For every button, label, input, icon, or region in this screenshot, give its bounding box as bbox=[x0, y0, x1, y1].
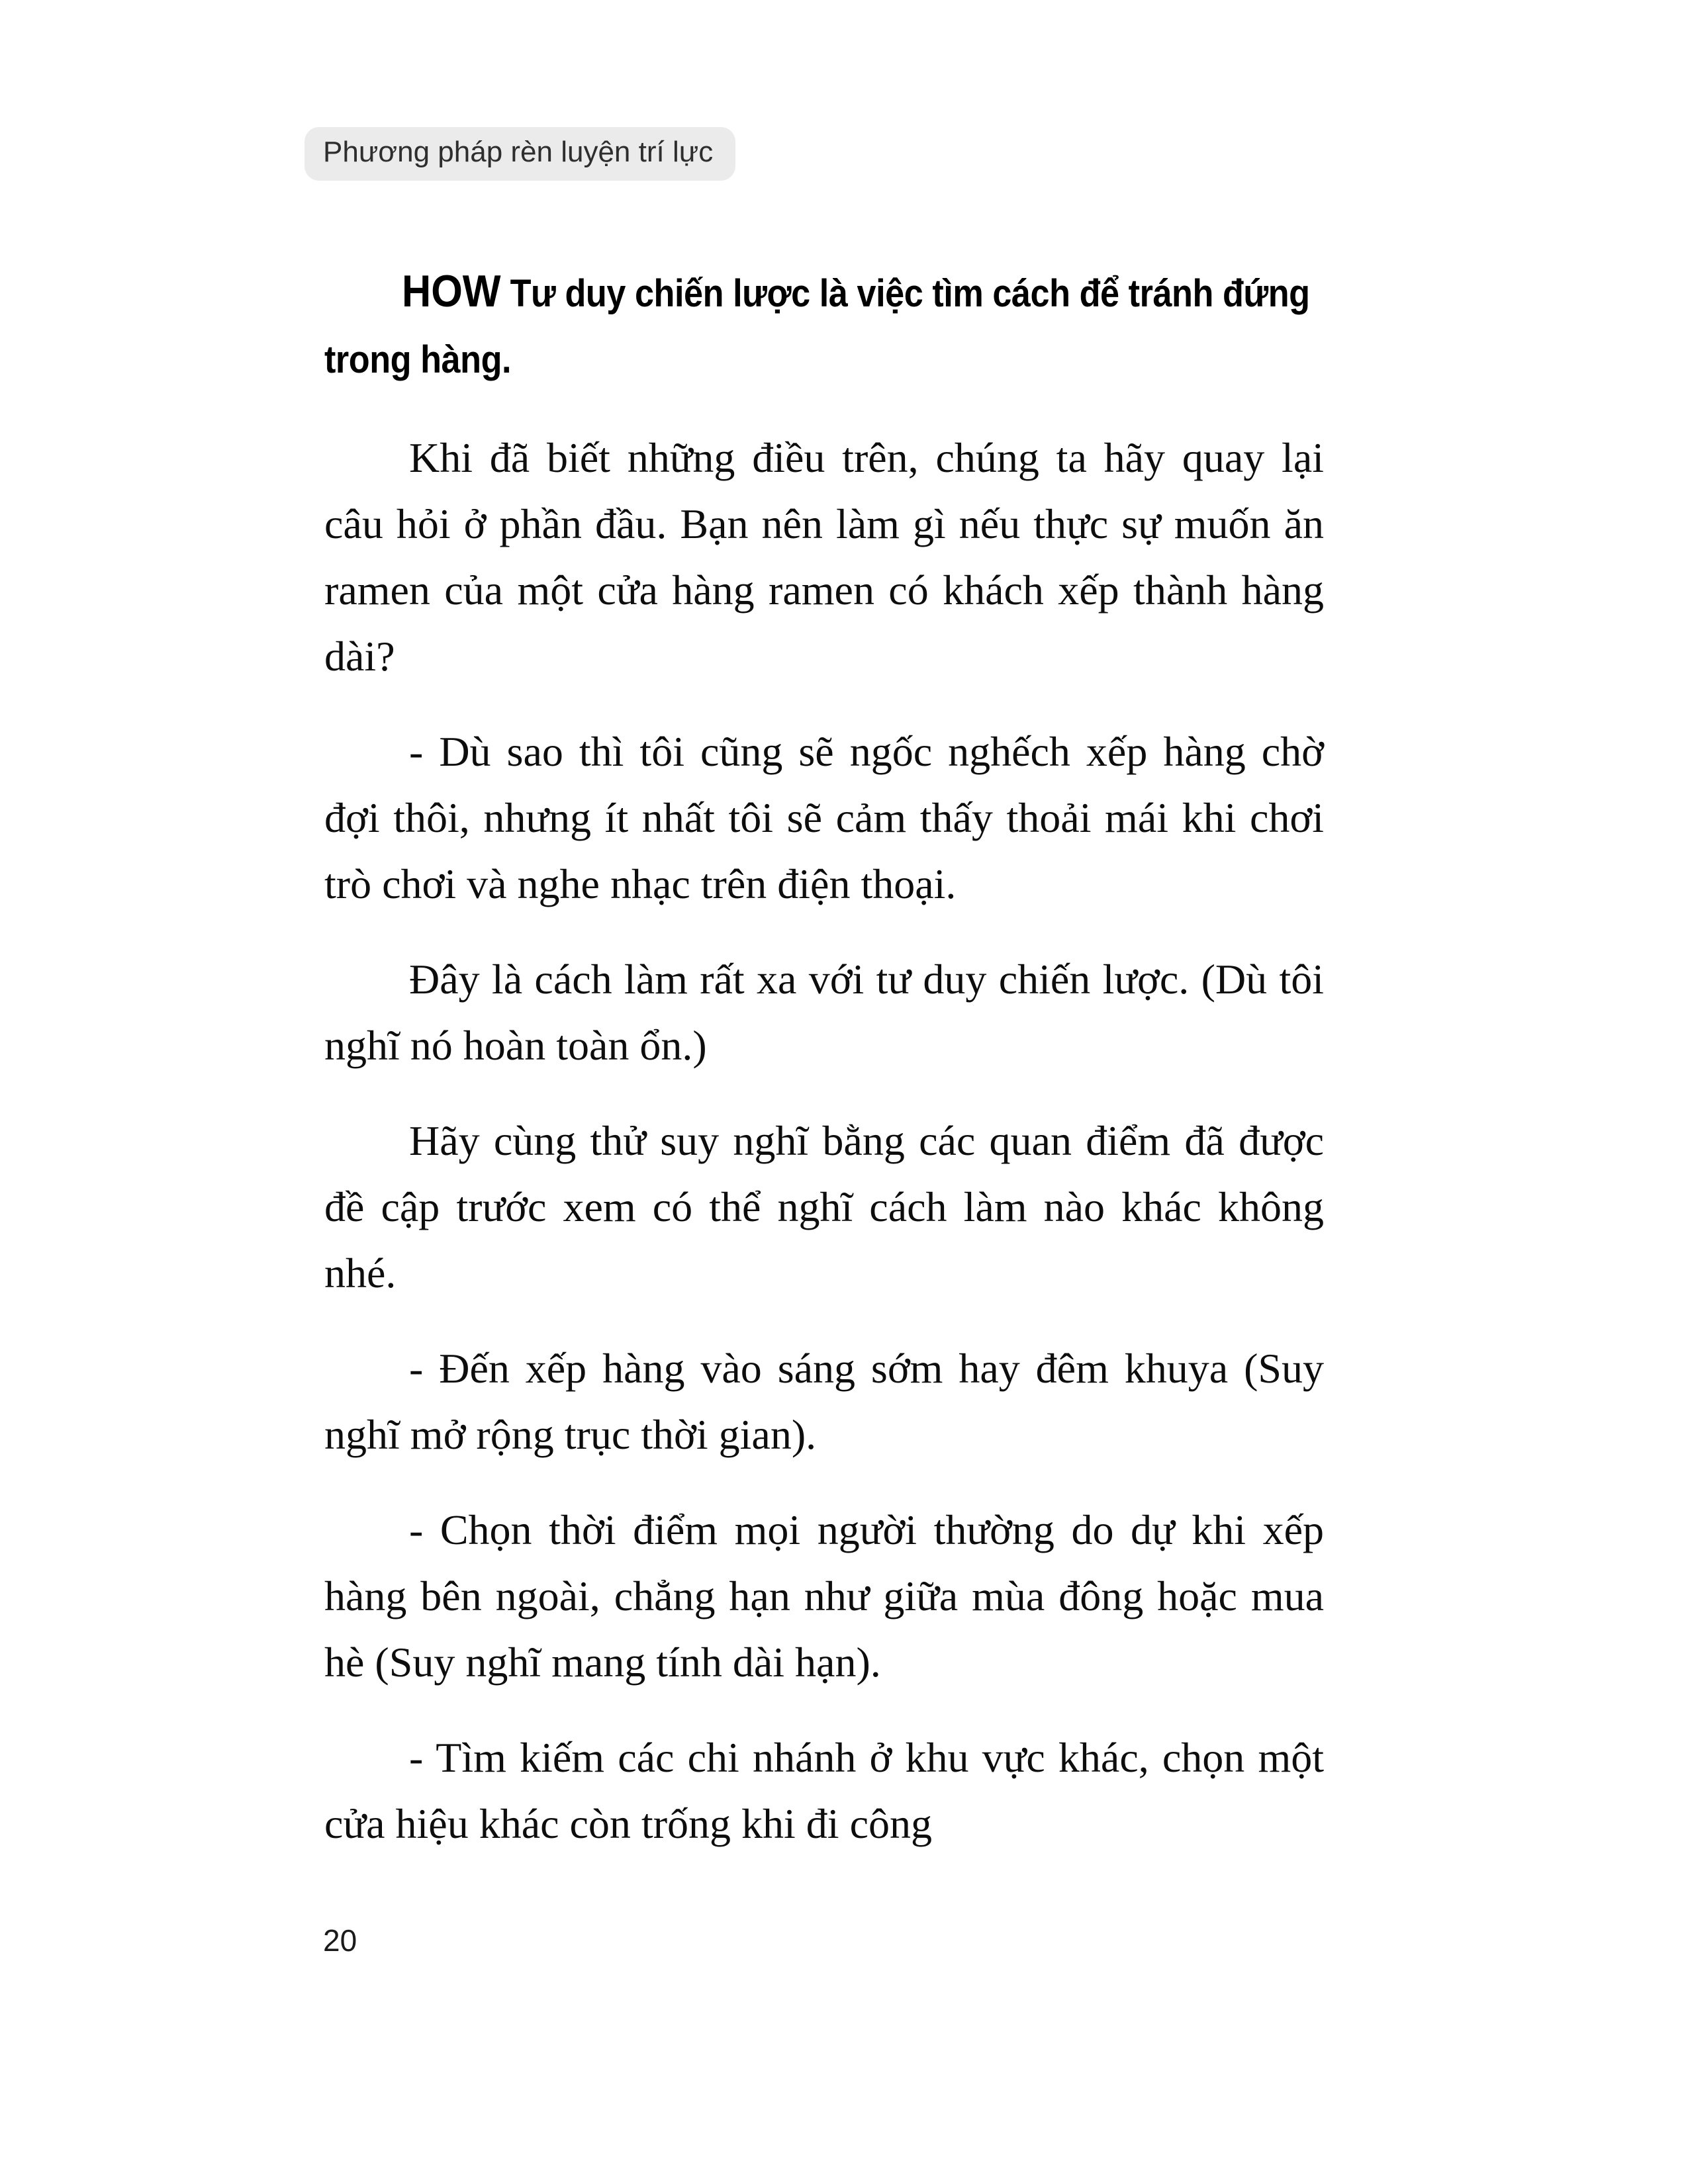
paragraph: Hãy cùng thử suy nghĩ bằng các quan điểm đã được đề cập trước xem có thể nghĩ cách làm nào khác không nhé. bbox=[324, 1117, 1324, 1297]
page-content bbox=[324, 258, 1324, 1886]
body-text bbox=[324, 425, 1324, 1857]
page-number: 20 bbox=[323, 1923, 357, 1958]
running-header: Phương pháp rèn luyện trí lực bbox=[305, 127, 735, 181]
paragraph: - Chọn thời điểm mọi người thường do dự khi xếp hàng bên ngoài, chẳng hạn như giữa mùa đông hoặc mua hè (Suy nghĩ mang tính dài hạn). bbox=[324, 1506, 1324, 1686]
paragraph: - Đến xếp hàng vào sáng sớm hay đêm khuya (Suy nghĩ mở rộng trục thời gian). bbox=[324, 1345, 1324, 1458]
section-heading-text: Tư duy chiến lược là việc tìm cách để tránh đứng trong hàng. bbox=[324, 272, 1310, 381]
paragraph: Khi đã biết những điều trên, chúng ta hãy quay lại câu hỏi ở phần đầu. Bạn nên làm gì nếu thực sự muốn ăn ramen của một cửa hàng ramen có khách xếp thành hàng dài? bbox=[324, 434, 1324, 680]
section-heading-keyword: HOW bbox=[402, 266, 501, 316]
section-heading bbox=[324, 258, 1317, 393]
paragraph: - Dù sao thì tôi cũng sẽ ngốc nghếch xếp hàng chờ đợi thôi, nhưng ít nhất tôi sẽ cảm thấy thoải mái khi chơi trò chơi và nghe nhạc trên điện thoại. bbox=[324, 728, 1324, 907]
paragraph: - Tìm kiếm các chi nhánh ở khu vực khác, chọn một cửa hiệu khác còn trống khi đi công bbox=[324, 1734, 1324, 1847]
paragraph: Đây là cách làm rất xa với tư duy chiến lược. (Dù tôi nghĩ nó hoàn toàn ổn.) bbox=[324, 956, 1324, 1069]
